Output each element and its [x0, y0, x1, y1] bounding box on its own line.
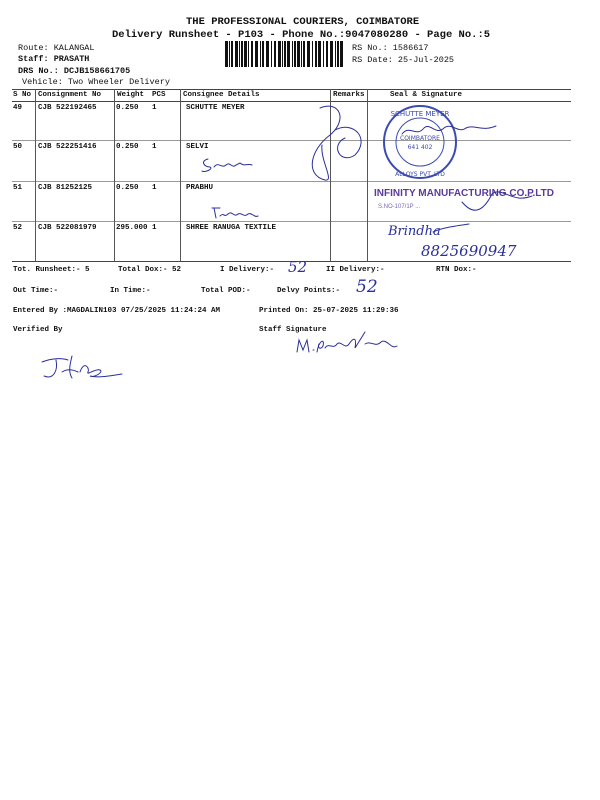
cell-weight: 0.250 — [116, 104, 139, 112]
schutte-meyer-seal — [380, 102, 460, 182]
runsheet-subtitle: Delivery Runsheet - P103 - Phone No.:9047080280 - Page No.:5 — [112, 29, 491, 41]
svg-text:COIMBATORE: COIMBATORE — [400, 135, 440, 142]
entered-by: Entered By :MAGDALIN103 07/25/2025 11:24:24 AM — [13, 307, 221, 315]
delvy-points-handwritten: 52 — [356, 277, 378, 297]
cell-consignee: PRABHU — [186, 184, 214, 192]
barcode-bar — [262, 41, 264, 67]
rtn-dox-label: RTN Dox:- — [436, 266, 477, 274]
barcode-bar — [229, 41, 230, 67]
verifier-signature — [38, 350, 128, 385]
barcode-bar — [271, 41, 272, 67]
cell-consignee: SHREE RANUGA TEXTILE — [186, 224, 277, 232]
staff-signature-label: Staff Signature — [259, 326, 327, 334]
rs-date: RS Date: 25-Jul-2025 — [352, 55, 455, 65]
barcode-bar — [312, 41, 313, 67]
svg-text:INFINITY MANUFACTURING CO.P.LT: INFINITY MANUFACTURING CO.P.LTD — [374, 188, 554, 199]
total-pod-label: Total POD:- — [201, 287, 251, 295]
vehicle: Vehicle: Two Wheeler Delivery — [22, 77, 170, 87]
delvy-points-label: Delvy Points:- — [277, 287, 341, 295]
cell-pcs: 1 — [152, 224, 157, 232]
cell-weight: 295.000 — [116, 224, 148, 232]
barcode-bar — [307, 41, 310, 67]
col-header-weight: Weight — [117, 91, 145, 99]
barcode-bar — [292, 41, 293, 67]
barcode-bar — [326, 41, 328, 67]
barcode-bar — [251, 41, 253, 67]
barcode-bar — [330, 41, 333, 67]
infinity-company-stamp — [372, 184, 572, 214]
cell-sno: 52 — [13, 224, 23, 232]
svg-text:ALLOYS PVT. LTD: ALLOYS PVT. LTD — [395, 171, 445, 178]
col-header-pcs: PCS — [152, 91, 166, 99]
barcode-bar — [340, 41, 343, 67]
barcode-bar — [241, 41, 243, 67]
barcode-bar — [303, 41, 305, 67]
barcode-bar — [297, 41, 300, 67]
cell-consignee: SELVI — [186, 143, 209, 151]
barcode-bar — [323, 41, 324, 67]
col-header-seal: Seal & Signature — [390, 91, 463, 99]
signature-schutte — [400, 120, 500, 140]
barcode-bar — [225, 41, 228, 67]
barcode-bar — [287, 41, 290, 67]
cell-weight: 0.250 — [116, 143, 139, 151]
handwriting-schutte — [200, 155, 260, 175]
barcode-bar — [255, 41, 258, 67]
barcode-bar — [337, 41, 339, 67]
barcode-bar — [278, 41, 281, 67]
barcode-bar — [274, 41, 276, 67]
col-header-consignment: Consignment No — [38, 91, 102, 99]
svg-text:SCHUTTE MEYER: SCHUTTE MEYER — [390, 110, 450, 118]
barcode-bar — [335, 41, 336, 67]
barcode — [225, 41, 343, 67]
cell-consignment: CJB 81252125 — [38, 184, 93, 192]
i-delivery-label: I Delivery:- — [220, 266, 275, 274]
barcode-bar — [260, 41, 261, 67]
in-time-label: In Time:- — [110, 287, 151, 295]
row-divider — [12, 140, 571, 141]
cell-sno: 49 — [13, 104, 23, 112]
signature-schutte-scribble — [300, 100, 370, 185]
col-divider — [35, 89, 36, 261]
table-header-border — [12, 101, 571, 102]
svg-text:641 402: 641 402 — [407, 144, 433, 151]
cell-pcs: 1 — [152, 104, 157, 112]
barcode-bar — [315, 41, 317, 67]
cell-weight: 0.250 — [116, 184, 139, 192]
rs-number: RS No.: 1586617 — [352, 43, 429, 53]
cell-sno: 50 — [13, 143, 23, 151]
barcode-bar — [235, 41, 238, 67]
barcode-bar — [266, 41, 269, 67]
row-divider — [12, 181, 571, 182]
col-header-sno: S No — [13, 91, 32, 99]
barcode-bar — [248, 41, 249, 67]
barcode-bar — [301, 41, 302, 67]
handwritten-phone: 8825690947 — [421, 242, 517, 260]
company-title: THE PROFESSIONAL COURIERS, COIMBATORE — [186, 16, 420, 28]
table-top-border — [12, 89, 571, 90]
out-time-label: Out Time:- — [13, 287, 59, 295]
cell-sno: 51 — [13, 184, 23, 192]
staff: Staff: PRASATH — [18, 54, 90, 64]
barcode-bar — [239, 41, 240, 67]
total-dox: Total Dox:- 52 — [118, 266, 182, 274]
printed-on: Printed On: 25-07-2025 11:29:36 — [259, 307, 399, 315]
barcode-bar — [294, 41, 296, 67]
ii-delivery-label: II Delivery:- — [326, 266, 385, 274]
cell-consignment: CJB 522251416 — [38, 143, 97, 151]
handwriting-infinity — [210, 204, 270, 222]
handwritten-name-brindha: Brindha — [388, 224, 441, 239]
cell-pcs: 1 — [152, 143, 157, 151]
cell-pcs: 1 — [152, 184, 157, 192]
barcode-bar — [284, 41, 286, 67]
col-header-remarks: Remarks — [333, 91, 365, 99]
col-divider — [180, 89, 181, 261]
cell-consignment: CJB 522081979 — [38, 224, 97, 232]
col-header-consignee: Consignee Details — [183, 91, 260, 99]
i-delivery-handwritten: 52 — [288, 258, 308, 276]
verified-by-label: Verified By — [13, 326, 63, 334]
cell-consignment: CJB 522192465 — [38, 104, 97, 112]
staff-signature — [295, 330, 405, 360]
barcode-bar — [231, 41, 233, 67]
barcode-bar — [282, 41, 283, 67]
tot-runsheet: Tot. Runsheet:- 5 — [13, 266, 90, 274]
col-divider — [114, 89, 115, 261]
route: Route: KALANGAL — [18, 43, 95, 53]
barcode-bar — [244, 41, 247, 67]
cell-consignee: SCHUTTE MEYER — [186, 104, 245, 112]
barcode-bar — [318, 41, 321, 67]
svg-text:S.NO-107/1P ...: S.NO-107/1P ... — [378, 204, 421, 210]
drs-number: DRS No.: DCJB158661705 — [18, 66, 131, 76]
